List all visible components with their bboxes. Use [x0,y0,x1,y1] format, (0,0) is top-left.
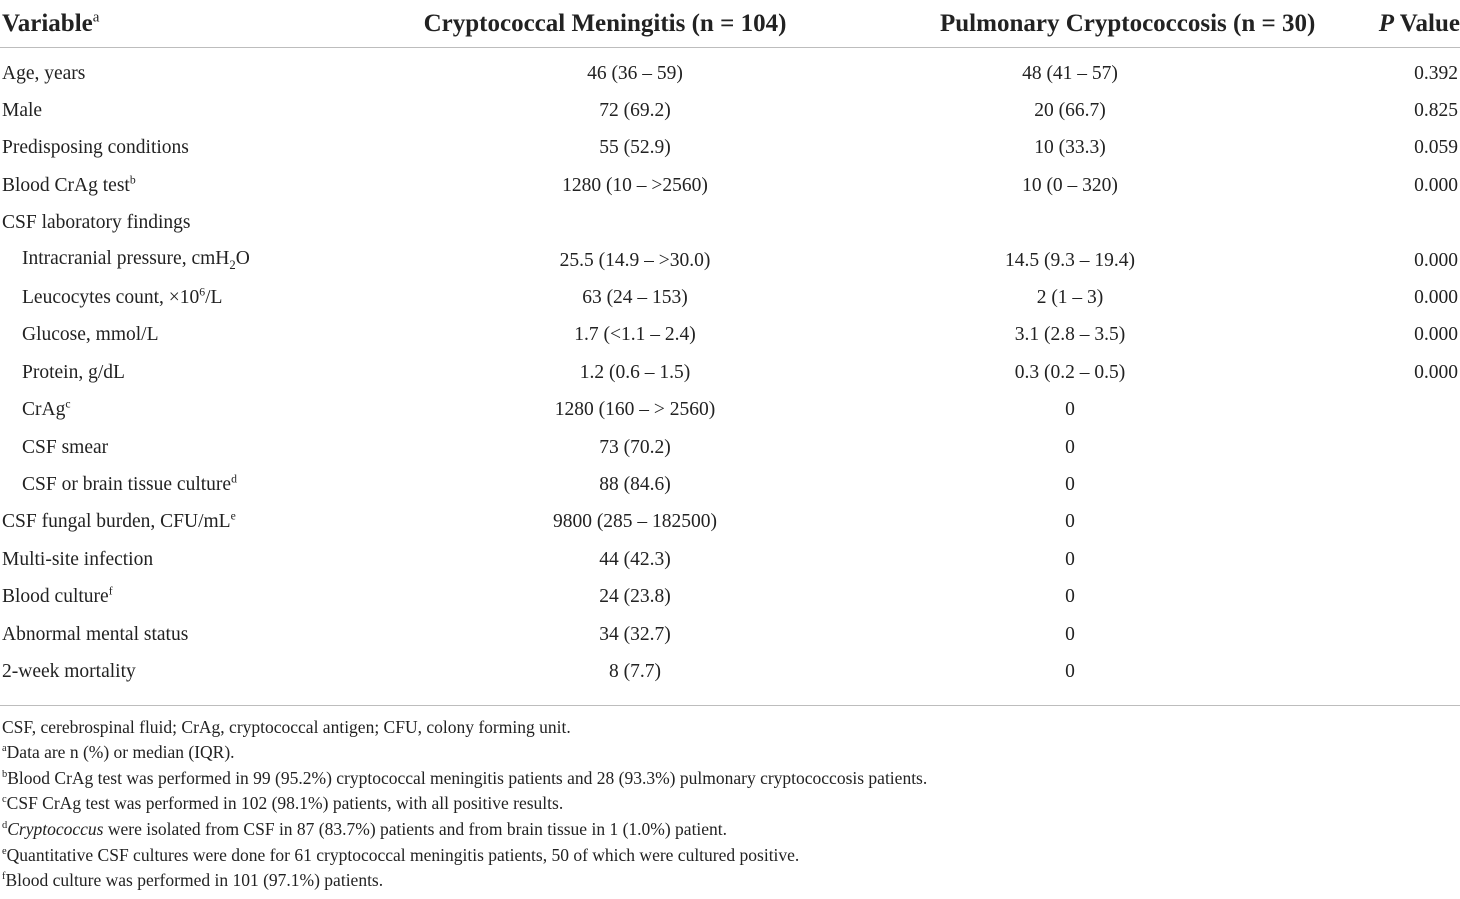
cell-pulmonary-cryptococcosis: 0 [1065,586,1075,608]
cell-variable: Glucose, mmol/L [22,324,159,346]
cell-variable: Male [2,100,43,122]
cell-cryptococcal-meningitis: 25.5 (14.9 – >30.0) [559,249,711,271]
cell-p-value [1290,466,1460,503]
cell-pulmonary-cryptococcosis: 0 [1065,473,1075,495]
cell-pulmonary-cryptococcosis: 0 [1065,511,1075,533]
cell-p-value: 0.000 [1414,287,1458,309]
footnote-list [2,740,1460,894]
table-row [0,392,1460,429]
cell-p-value [1290,504,1460,541]
cell-p-value [1290,205,1460,242]
table-body [0,48,1460,701]
header-variable-footnote-mark: a [92,9,100,26]
footnote-mark: f [108,584,113,598]
cell-cryptococcal-meningitis: 44 (42.3) [599,548,671,570]
cell-cryptococcal-meningitis: 88 (84.6) [599,473,671,495]
footnote-mark: 6 [199,285,206,299]
table-row [0,279,1460,316]
table-row [0,92,1460,129]
cell-cryptococcal-meningitis: 1.2 (0.6 – 1.5) [579,361,691,383]
footnotes [0,706,1460,894]
cell-pulmonary-cryptococcosis [850,205,1290,242]
cell-pulmonary-cryptococcosis: 10 (0 – 320) [1022,174,1118,196]
footnote-mark: d [231,472,237,486]
table-row [0,466,1460,503]
header-variable: Variable$^a$ [0,0,420,48]
cell-variable: CSF smear [22,436,109,458]
footnote-a: $^a$Data are n (%) or median (IQR). [2,742,235,763]
cell-variable: CrAg$^c$ [22,397,71,421]
table-row [0,130,1460,167]
cell-pulmonary-cryptococcosis: 10 (33.3) [1034,137,1106,159]
table-row [0,167,1460,204]
cell-cryptococcal-meningitis: 9800 (285 – 182500) [552,511,718,533]
cell-p-value [1290,653,1460,700]
cell-variable: Blood culture$^f$ [2,584,113,608]
cell-pulmonary-cryptococcosis: 0 [1065,623,1075,645]
cell-pulmonary-cryptococcosis: 0 [1065,548,1075,570]
cell-cryptococcal-meningitis: 1280 (10 – >2560) [562,174,708,196]
cell-p-value: 0.000 [1414,324,1458,346]
cell-cryptococcal-meningitis: 34 (32.7) [599,623,671,645]
header-cryptococcal-meningitis: Cryptococcal Meningitis (n = 104) [420,0,850,48]
footnote-f: $^f$Blood culture was performed in 101 (97.1%) patients. [2,870,384,891]
table-row [0,504,1460,541]
cell-p-value: 0.392 [1414,62,1458,84]
cell-cryptococcal-meningitis: 55 (52.9) [599,137,671,159]
cell-cryptococcal-meningitis: 46 (36 – 59) [587,62,683,84]
cell-p-value [1290,578,1460,615]
header-p-value: P Value [1290,0,1460,48]
cell-p-value [1290,616,1460,653]
cell-variable: Predisposing conditions [2,137,189,159]
cell-variable: Abnormal mental status [2,623,189,645]
cell-p-value [1290,429,1460,466]
cell-pulmonary-cryptococcosis: 20 (66.7) [1034,100,1106,122]
table-row [0,205,1460,242]
cell-variable: Multi-site infection [2,548,154,570]
cell-cryptococcal-meningitis: 73 (70.2) [599,436,671,458]
cell-variable: 2-week mortality [2,660,136,682]
cell-pulmonary-cryptococcosis: 2 (1 – 3) [1036,287,1104,309]
cell-variable: Protein, g/dL [22,361,125,383]
table-row [0,578,1460,615]
table-row [0,48,1460,93]
cell-p-value: 0.000 [1414,249,1458,271]
table-row [0,653,1460,700]
cell-p-value: 0.059 [1414,137,1458,159]
cell-variable: Intracranial pressure, cmH$_2$O [22,248,250,273]
cell-cryptococcal-meningitis: 1280 (160 – > 2560) [554,399,716,421]
cell-p-value: 0.825 [1414,100,1458,122]
cell-p-value [1290,392,1460,429]
table-row [0,354,1460,391]
cell-variable: Blood CrAg test$^b$ [2,173,136,196]
cell-variable: Leucocytes count, $\times 10^6/L$ [22,285,223,309]
cell-pulmonary-cryptococcosis: 0.3 (0.2 – 0.5) [1014,361,1126,383]
footnote-c: $^c$CSF CrAg test was performed in 102 (98.1%) patients, with all positive results. [2,793,564,814]
table-row [0,541,1460,578]
cell-variable: CSF or brain tissue culture$^d$ [22,472,237,495]
cell-variable: CSF laboratory findings [2,212,191,234]
cell-cryptococcal-meningitis: 1.7 (<1.1 – 2.4) [574,324,696,346]
footnote-abbreviations: CSF, cerebrospinal fluid; CrAg, cryptococcal antigen; CFU, colony forming unit. [2,716,571,737]
cell-cryptococcal-meningitis: 63 (24 – 153) [582,287,688,309]
footnote-mark: b [129,173,136,187]
cell-p-value [1290,541,1460,578]
cell-p-value: 0.000 [1414,174,1458,196]
footnote-mark: c [65,397,71,411]
cell-variable: CSF fungal burden, CFU/$mL^e$ [2,509,236,533]
cell-cryptococcal-meningitis [420,205,850,242]
cell-cryptococcal-meningitis: 8 (7.7) [609,660,661,682]
cell-variable: Age, years [2,62,86,84]
footnote-d: $^d$Cryptococcus were isolated from CSF in 87 (83.7%) patients and from brain tissue in 1 (1.0%) patient. [2,819,728,840]
table-row [0,616,1460,653]
table-row [0,242,1460,279]
table-row [0,429,1460,466]
footnote-mark: e [230,509,236,523]
cell-pulmonary-cryptococcosis: 48 (41 – 57) [1022,62,1118,84]
footnote-b: $^b$Blood CrAg test was performed in 99 (95.2%) cryptococcal meningitis patients and 28 (93.3%) pulmonary cryptococcosis patients. [2,767,928,788]
cell-cryptococcal-meningitis: 24 (23.8) [599,586,671,608]
cell-pulmonary-cryptococcosis: 0 [1065,660,1075,682]
cell-p-value: 0.000 [1414,361,1458,383]
table-row [0,317,1460,354]
footnote-e: $^e$Quantitative CSF cultures were done for 61 cryptococcal meningitis patients, 50 of which were cultured positive. [2,844,800,865]
header-row [0,0,1460,48]
cell-pulmonary-cryptococcosis: 3.1 (2.8 – 3.5) [1014,324,1126,346]
cell-cryptococcal-meningitis: 72 (69.2) [599,100,671,122]
header-pulmonary-cryptococcosis: Pulmonary Cryptococcosis (n = 30) [850,0,1290,48]
cell-pulmonary-cryptococcosis: 14.5 (9.3 – 19.4) [1005,249,1135,271]
cell-pulmonary-cryptococcosis: 0 [1065,399,1075,421]
cell-pulmonary-cryptococcosis: 0 [1065,436,1075,458]
